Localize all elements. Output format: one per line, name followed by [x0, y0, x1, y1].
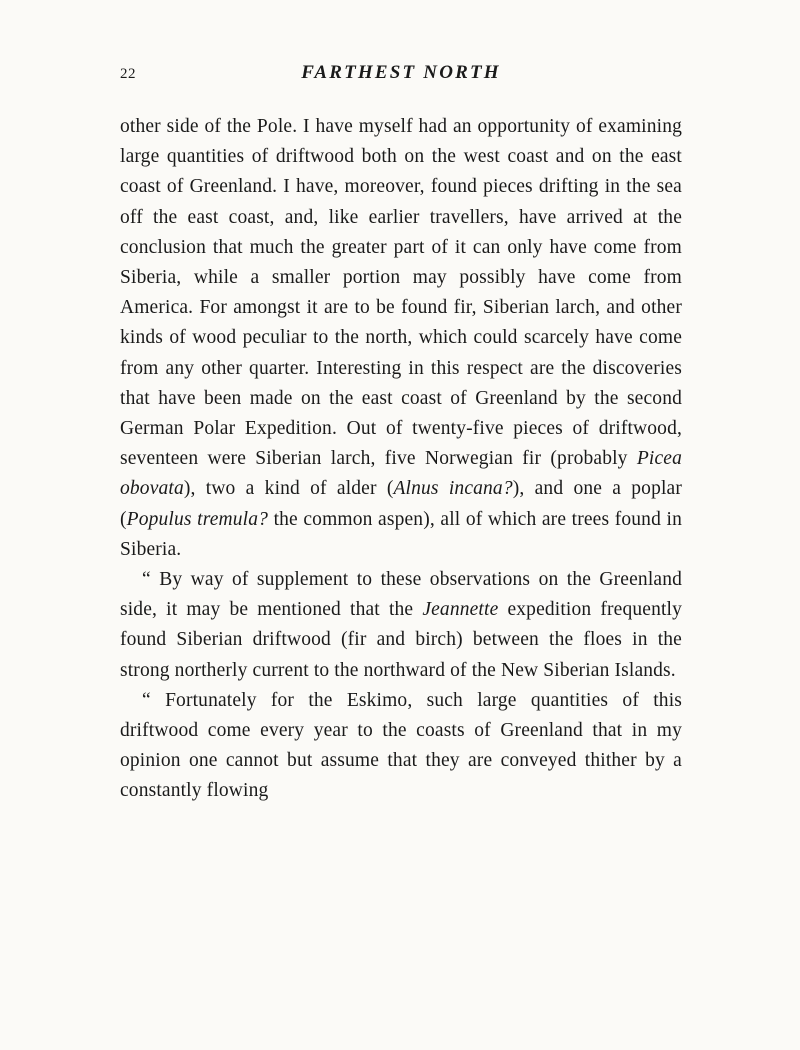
paragraph-3-text-a: “ Fortunately for the Eskimo, such large quantities of this driftwood come every year to the coasts of Greenland that in my opinion one cannot but assume that they are conveyed thither by a constantly flowing [120, 689, 682, 802]
running-title: FARTHEST NORTH [301, 62, 501, 83]
species-name-picea-obovata: Picea obovata [120, 448, 682, 500]
paragraph-1-text-c: ), and one a poplar ( [120, 478, 682, 530]
species-name-populus-tremula: Populus tremula? [126, 508, 269, 530]
paragraph-1-text-b: ), two a kind of alder ( [183, 478, 394, 500]
paragraph-2-text-a: “ By way of supplement to these observations on the Greenland side, it may be mentioned that the [120, 569, 682, 621]
paragraph-2-text-b: expedition frequently found Siberian driftwood (fir and birch) between the floes in the strong northerly current to the northward of the New Siberian Islands. [120, 599, 682, 681]
paragraph-2 [120, 565, 682, 686]
page-header [120, 62, 682, 86]
page-number: 22 [120, 66, 136, 82]
paragraph-1-text-d: the common aspen), all of which are trees found in Siberia. [120, 508, 682, 560]
paragraph-3 [120, 686, 682, 807]
paragraph-1-text-a: other side of the Pole. I have myself had an opportunity of examining large quantities of driftwood both on the west coast and on the east coast of Greenland. I have, moreover, found pieces drifting in the sea off the east coast, and, like earlier travellers, have arrived at the conclusion that much the greater part of it can only have come from Siberia, while a smaller portion may possibly have come from America. For amongst it are to be found fir, Siberian larch, and other kinds of wood peculiar to the north, which could scarcely have come from any other quarter. Interesting in this respect are the discoveries that have been made on the east coast of Greenland by the second German Polar Expedition. Out of twenty-five pieces of driftwood, seventeen were Siberian larch, five Norwegian fir (probably [120, 116, 682, 470]
paragraph-1 [120, 112, 682, 565]
species-name-alnus-incana: Alnus incana? [393, 478, 513, 500]
ship-name-jeannette: Jeannette [422, 599, 499, 621]
page-body [120, 112, 682, 807]
